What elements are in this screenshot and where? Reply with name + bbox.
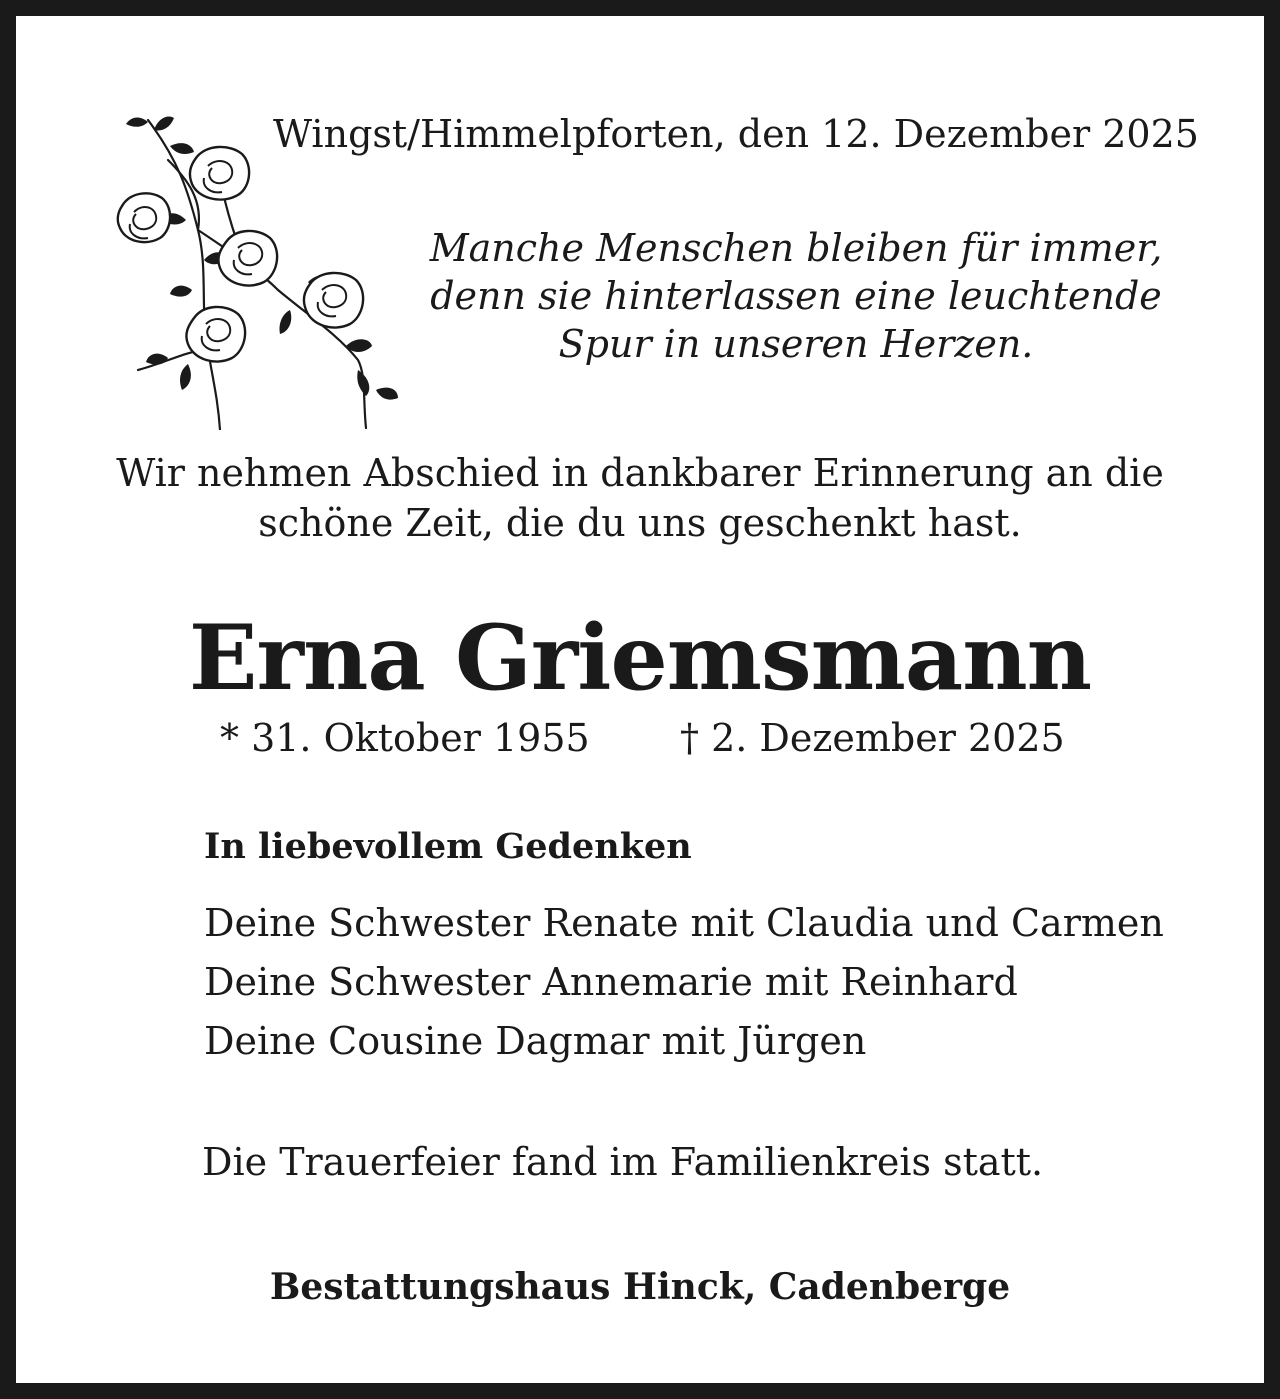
memorial-quote <box>406 224 1186 368</box>
farewell-line: Wir nehmen Abschied in dankbarer Erinnerung an die <box>116 451 1164 495</box>
memory-heading: In liebevollem Gedenken <box>204 826 692 867</box>
quote-line: Spur in unseren Herzen. <box>558 322 1034 366</box>
death-date: † 2. Dezember 2025 <box>680 716 1065 760</box>
birth-date: * 31. Oktober 1955 <box>220 716 590 760</box>
farewell-line: schöne Zeit, die du uns geschenkt hast. <box>258 501 1022 545</box>
quote-line: denn sie hinterlassen eine leuchtende <box>430 274 1162 318</box>
service-note: Die Trauerfeier fand im Familienkreis statt. <box>202 1140 1044 1184</box>
mourner-line: Deine Schwester Annemarie mit Reinhard <box>204 960 1018 1004</box>
quote-line: Manche Menschen bleiben für immer, <box>429 226 1163 270</box>
place-date-line: Wingst/Himmelpforten, den 12. Dezember 2025 <box>273 112 1199 156</box>
funeral-home: Bestattungshaus Hinck, Cadenberge <box>269 1266 1011 1308</box>
mourners-list <box>204 894 1164 1071</box>
mourner-line: Deine Schwester Renate mit Claudia und Carmen <box>204 901 1164 945</box>
deceased-name: Erna Griemsmann <box>188 605 1092 711</box>
mourner-line: Deine Cousine Dagmar mit Jürgen <box>204 1019 867 1063</box>
farewell-text <box>16 448 1264 548</box>
